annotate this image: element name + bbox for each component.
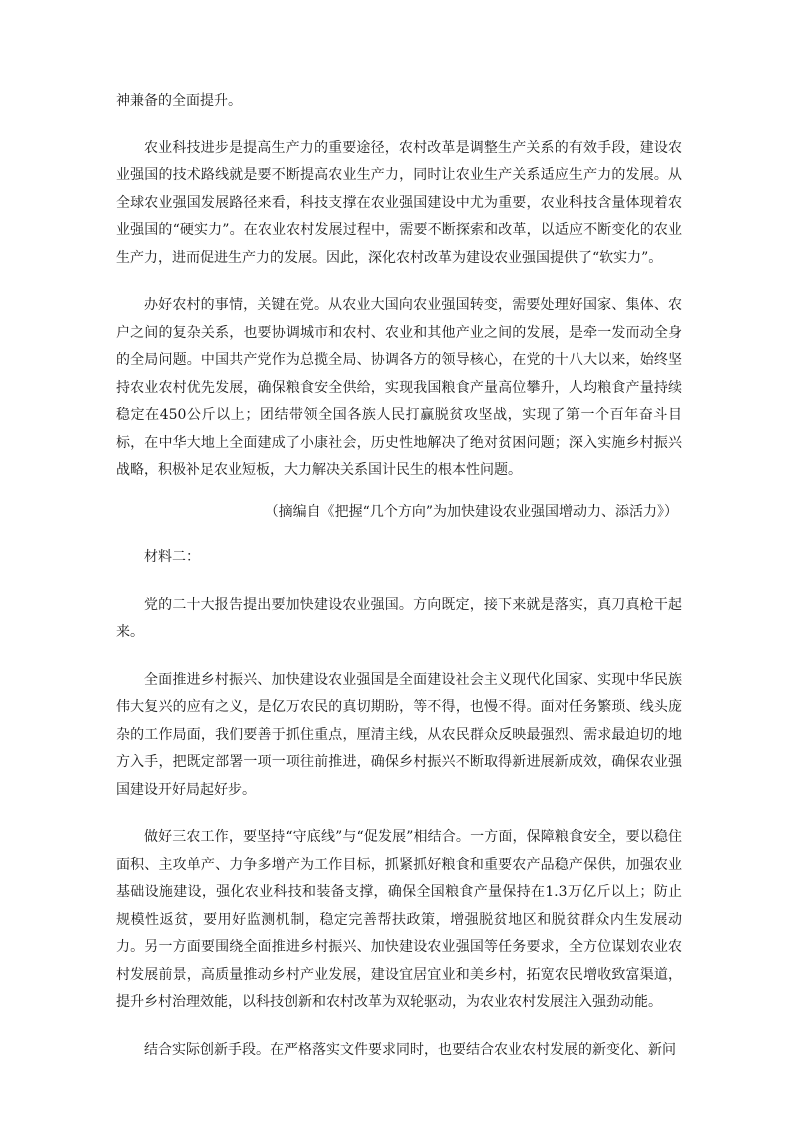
document-page [116,88,682,1084]
source-note: （摘编自《把握“几个方向”为加快建设农业强国增动力、添活力》） [264,503,678,520]
paragraph-report: 党的二十大报告提出要加快建设农业强国。方向既定，接下来就是落实，真刀真枪干起来。 [116,596,682,640]
paragraph-innovation: 结合实际创新手段。在严格落实文件要求同时，也要结合农业农村发展的新变化、新问 [144,1041,676,1058]
paragraph-tech-reform: 农业科技进步是提高生产力的重要途径，农村改革是调整生产关系的有效手段，建设农业强国的技术路线就是要不断提高农业生产力，同时让农业生产关系适应生产力的发展。从全球农业强国发展路径来看，科技支撑在农业强国建设中尤为重要，农业科技含量体现着农业强国的“硬实力”。在农业农村发展过程中，需要不断探索和改革，以适应不断变化的农业生产力，进而促进生产力的发展。因此，深化农村改革为建设农业强国提供了“软实力”。 [116,139,682,266]
paragraph-party-leadership: 办好农村的事情，关键在党。从农业大国向农业强国转变，需要处理好国家、集体、农户之间的复杂关系，也要协调城市和农村、农业和其他产业之间的发展，是牵一发而动全身的全局问题。中国共产党作为总揽全局、协调各方的领导核心，在党的十八大以来，始终坚持农业农村优先发展，确保粮食安全供给，实现我国粮食产量高位攀升，人均粮食产量持续稳定在450公斤以上；团结带领全国各族人民打赢脱贫攻坚战，实现了第一个百年奋斗目标，在中华大地上全面建成了小康社会，历史性地解决了绝对贫困问题；深入实施乡村振兴战略，积极补足农业短板，大力解决关系国计民生的根本性问题。 [116,297,682,478]
paragraph-rural-revitalization: 全面推进乡村振兴、加快建设农业强国是全面建设社会主义现代化国家、实现中华民族伟大复兴的应有之义，是亿万农民的真切期盼，等不得，也慢不得。面对任务繁琐、线头庞杂的工作局面，我们要善于抓住重点，厘清主线，从农民群众反映最强烈、需求最迫切的地方入手，把既定部署一项一项往前推进，确保乡村振兴不断取得新进展新成效，确保农业强国建设开好局起好步。 [116,671,682,798]
material-heading: 材料二： [144,549,200,565]
paragraph-three-rural: 做好三农工作，要坚持“守底线”与“促发展”相结合。一方面，保障粮食安全，要以稳住面积、主攻单产、力争多增产为工作目标，抓紧抓好粮食和重要农产品稳产保供，加强农业基础设施建设，强化农业科技和装备支撑，确保全国粮食产量保持在1.3万亿斤以上；防止规模性返贫，要用好监测机制，稳定完善帮扶政策，增强脱贫地区和脱贫群众内生发展动力。另一方面要围绕全面推进乡村振兴、加快建设农业强国等任务要求，全方位谋划农业农村发展前景，高质量推动乡村产业发展，建设宜居宜业和美乡村，拓宽农民增收致富渠道，提升乡村治理效能，以科技创新和农村改革为双轮驱动，为农业农村发展注入强劲动能。 [116,829,682,1010]
paragraph-continuation: 神兼备的全面提升。 [116,93,242,109]
